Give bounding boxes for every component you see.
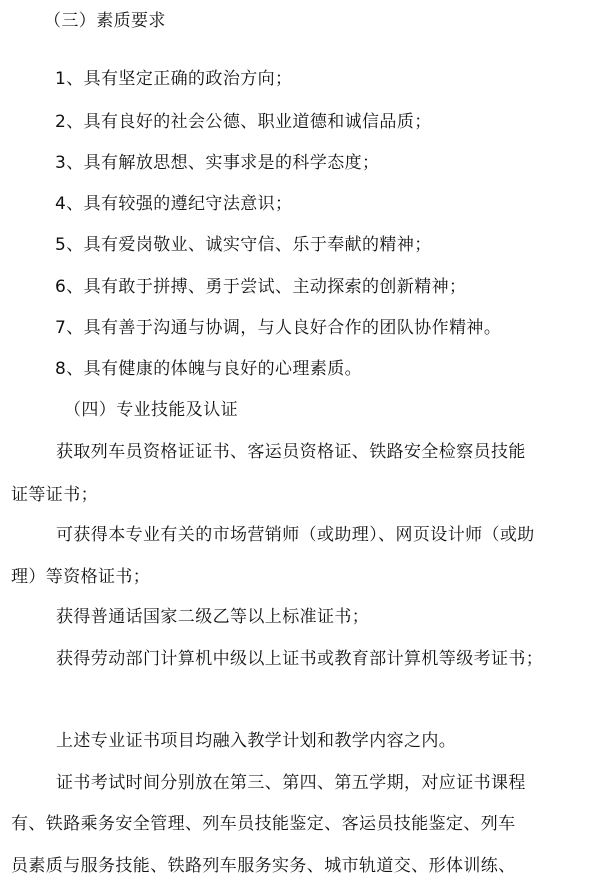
list-item: 8、具有健康的体魄与良好的心理素质。: [55, 359, 363, 379]
list-item: 1、具有坚定正确的政治方向；: [55, 69, 293, 89]
paragraph-line: 证书考试时间分别放在第三、第四、第五学期，对应证书课程: [56, 773, 526, 793]
list-item: 2、具有良好的社会公德、职业道德和诚信品质；: [55, 112, 432, 132]
paragraph-line: 上述专业证书项目均融入教学计划和教学内容之内。: [56, 731, 457, 751]
list-item: 7、具有善于沟通与协调，与人良好合作的团队协作精神。: [55, 318, 502, 338]
paragraph-line: 获取列车员资格证证书、客运员资格证、铁路安全检察员技能: [56, 442, 526, 462]
list-item: 5、具有爱岗敬业、诚实守信、乐于奉献的精神；: [55, 235, 432, 255]
list-item: 4、具有较强的遵纪守法意识；: [55, 194, 293, 214]
paragraph-line: 可获得本专业有关的市场营销师（或助理）、网页设计师（或助: [56, 525, 535, 545]
list-item: 3、具有解放思想、实事求是的科学态度；: [55, 153, 380, 173]
paragraph-line: 获得普通话国家二级乙等以上标准证书；: [56, 607, 370, 627]
section-heading-quality: （三）素质要求: [44, 11, 166, 31]
paragraph-line: 有、铁路乘务安全管理、列车员技能鉴定、客运员技能鉴定、列车: [11, 814, 516, 834]
paragraph-line: 获得劳动部门计算机中级以上证书或教育部计算机等级考证书；: [56, 649, 544, 669]
list-item: 6、具有敢于拼搏、勇于尝试、主动探索的创新精神；: [55, 277, 467, 297]
paragraph-line: 理）等资格证书；: [11, 567, 151, 587]
section-heading-skills: （四）专业技能及认证: [64, 400, 238, 420]
paragraph-line: 员素质与服务技能、铁路列车服务实务、城市轨道交、形体训练、: [11, 856, 516, 876]
paragraph-line: 证等证书；: [11, 485, 98, 505]
